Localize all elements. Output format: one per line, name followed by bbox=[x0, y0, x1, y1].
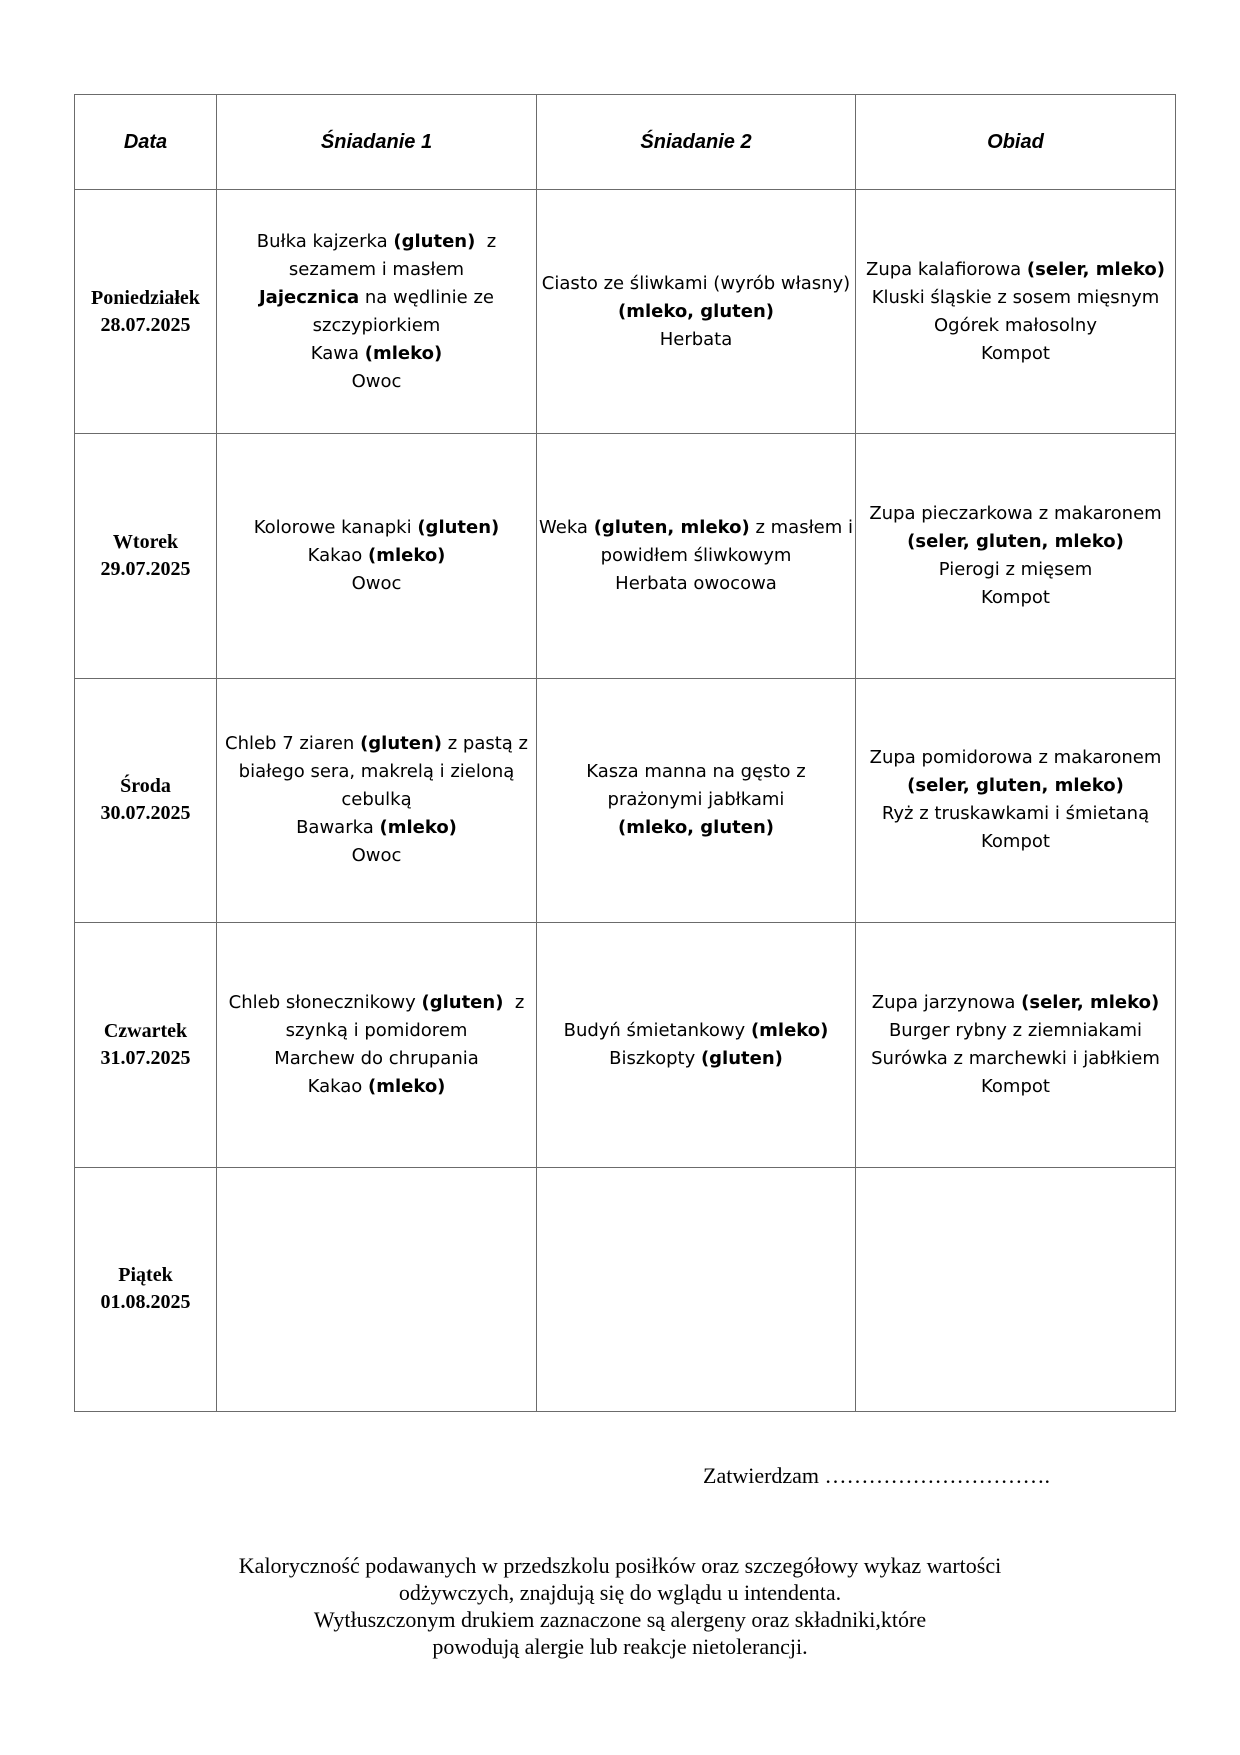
day-date: 31.07.2025 bbox=[100, 1046, 191, 1069]
allergen-text: (seler, mleko) bbox=[1021, 991, 1160, 1013]
allergen-text: (mleko, gluten) bbox=[617, 300, 775, 322]
day-cell bbox=[75, 923, 217, 1167]
meal-text: Chleb 7 ziaren bbox=[225, 733, 361, 755]
day-name: Poniedziałek bbox=[91, 286, 200, 309]
meal-line bbox=[858, 340, 1173, 368]
meal-text: szczypiorkiem bbox=[312, 314, 441, 336]
meal-line bbox=[858, 584, 1173, 612]
menu-row bbox=[75, 678, 1176, 922]
meal-text: Kakao bbox=[307, 1075, 368, 1097]
meal-text: Weka bbox=[539, 517, 594, 539]
breakfast-2-cell bbox=[537, 1167, 856, 1411]
allergen-text: (seler, gluten, mleko) bbox=[907, 775, 1124, 797]
footnote-line: powodują alergie lub reakcje nietolerancji. bbox=[432, 1634, 808, 1659]
day-date: 29.07.2025 bbox=[100, 558, 191, 581]
meal-text: Kakao bbox=[307, 545, 368, 567]
breakfast-2-cell bbox=[537, 923, 856, 1167]
meal-line bbox=[219, 256, 534, 284]
meal-text: Surówka z marchewki i jabłkiem bbox=[871, 1047, 1160, 1069]
allergen-text: (mleko) bbox=[364, 342, 443, 364]
meal-line bbox=[219, 1045, 534, 1073]
header-breakfast-2: Śniadanie 2 bbox=[537, 95, 856, 190]
meal-line bbox=[858, 828, 1173, 856]
meal-text: Owoc bbox=[351, 573, 402, 595]
meal-line bbox=[858, 312, 1173, 340]
meal-line bbox=[539, 298, 853, 326]
meal-line bbox=[219, 1017, 534, 1045]
day-date: 28.07.2025 bbox=[100, 313, 191, 336]
meal-text: Bułka kajzerka bbox=[256, 230, 394, 252]
meal-line bbox=[219, 312, 534, 340]
header-date: Data bbox=[75, 95, 217, 190]
day-date: 30.07.2025 bbox=[100, 802, 191, 825]
menu-table bbox=[74, 94, 1176, 1412]
lunch-cell bbox=[856, 923, 1176, 1167]
day-name: Piątek bbox=[118, 1264, 173, 1287]
meal-line bbox=[539, 570, 853, 598]
meal-line bbox=[539, 514, 853, 542]
allergen-text: (gluten) bbox=[700, 1047, 783, 1069]
meal-text: Zupa jarzynowa bbox=[871, 991, 1022, 1013]
lunch-cell bbox=[856, 678, 1176, 922]
meal-text: Bawarka bbox=[296, 817, 380, 839]
meal-line bbox=[539, 1045, 853, 1073]
breakfast-1-cell bbox=[217, 923, 537, 1167]
meal-text: cebulką bbox=[341, 789, 412, 811]
meal-line bbox=[219, 340, 534, 368]
meal-line bbox=[858, 1073, 1173, 1101]
meal-line bbox=[858, 284, 1173, 312]
allergen-text: (mleko) bbox=[379, 817, 457, 839]
meal-text: Zupa pieczarkowa z makaronem bbox=[869, 503, 1162, 525]
allergen-text: (gluten) bbox=[393, 230, 476, 252]
lunch-cell bbox=[856, 434, 1176, 678]
meal-line bbox=[219, 730, 534, 758]
allergen-text: (mleko, gluten) bbox=[617, 817, 775, 839]
allergen-text: (seler, mleko) bbox=[1026, 258, 1165, 280]
meal-line bbox=[219, 842, 534, 870]
day-cell bbox=[75, 678, 217, 922]
meal-text: szynką i pomidorem bbox=[285, 1019, 468, 1041]
day-name: Wtorek bbox=[112, 531, 179, 554]
breakfast-2-cell bbox=[537, 190, 856, 434]
footnote-line: Wytłuszczonym drukiem zaznaczone są alergeny oraz składniki,które bbox=[313, 1607, 927, 1632]
meal-text: Zupa pomidorowa z makaronem bbox=[869, 747, 1162, 769]
menu-row bbox=[75, 1167, 1176, 1411]
meal-text: Owoc bbox=[351, 370, 402, 392]
meal-text: Herbata bbox=[659, 328, 733, 350]
menu-row bbox=[75, 434, 1176, 678]
allergen-text: (mleko) bbox=[367, 545, 446, 567]
meal-text: białego sera, makrelą i zieloną bbox=[238, 761, 515, 783]
meal-line bbox=[219, 1073, 534, 1101]
meal-line bbox=[539, 542, 853, 570]
meal-line bbox=[219, 368, 534, 396]
allergen-text: (mleko) bbox=[750, 1019, 829, 1041]
menu-row bbox=[75, 923, 1176, 1167]
meal-line bbox=[858, 500, 1173, 528]
meal-line bbox=[858, 556, 1173, 584]
meal-text: z masłem i bbox=[749, 517, 854, 539]
meal-line bbox=[858, 256, 1173, 284]
meal-text: Chleb słonecznikowy bbox=[228, 991, 422, 1013]
day-date: 01.08.2025 bbox=[100, 1291, 191, 1314]
meal-text: Kompot bbox=[981, 831, 1050, 853]
header-row bbox=[75, 95, 1176, 190]
meal-text: Kolorowe kanapki bbox=[253, 517, 418, 539]
allergen-text: (gluten, mleko) bbox=[593, 517, 750, 539]
meal-text: Kompot bbox=[981, 342, 1050, 364]
meal-line bbox=[858, 528, 1173, 556]
meal-text: z pastą z bbox=[442, 733, 528, 755]
meal-line bbox=[219, 570, 534, 598]
meal-text: prażonymi jabłkami bbox=[607, 789, 785, 811]
footnote bbox=[120, 1552, 1120, 1660]
meal-text: Kompot bbox=[981, 1075, 1050, 1097]
meal-line bbox=[858, 744, 1173, 772]
meal-line bbox=[858, 800, 1173, 828]
meal-text: Kawa bbox=[310, 342, 365, 364]
meal-text: sezamem i masłem bbox=[288, 258, 465, 280]
meal-line bbox=[219, 284, 534, 312]
menu-body bbox=[75, 190, 1176, 1412]
allergen-text: (gluten) bbox=[360, 733, 443, 755]
allergen-text: (gluten) bbox=[417, 517, 500, 539]
meal-text: Biszkopty bbox=[609, 1047, 701, 1069]
meal-text: Pierogi z mięsem bbox=[938, 559, 1093, 581]
meal-line bbox=[219, 228, 534, 256]
meal-line bbox=[219, 758, 534, 786]
lunch-cell bbox=[856, 1167, 1176, 1411]
meal-text: na wędlinie ze bbox=[359, 286, 494, 308]
breakfast-1-cell bbox=[217, 1167, 537, 1411]
breakfast-1-cell bbox=[217, 434, 537, 678]
header-breakfast-1: Śniadanie 1 bbox=[217, 95, 537, 190]
breakfast-1-cell bbox=[217, 678, 537, 922]
meal-text: Owoc bbox=[351, 845, 402, 867]
meal-line bbox=[858, 772, 1173, 800]
meal-text: z bbox=[503, 991, 525, 1013]
meal-text: z bbox=[475, 230, 497, 252]
meal-line bbox=[539, 270, 853, 298]
allergen-text: (mleko) bbox=[367, 1075, 446, 1097]
breakfast-2-cell bbox=[537, 678, 856, 922]
header-lunch: Obiad bbox=[856, 95, 1176, 190]
menu-row bbox=[75, 190, 1176, 434]
meal-line bbox=[539, 814, 853, 842]
footnote-line: Kaloryczność podawanych w przedszkolu posiłków oraz szczegółowy wykaz wartości bbox=[238, 1553, 1002, 1578]
meal-line bbox=[858, 1017, 1173, 1045]
meal-text: Zupa kalafiorowa bbox=[865, 258, 1027, 280]
breakfast-2-cell bbox=[537, 434, 856, 678]
meal-line bbox=[858, 1045, 1173, 1073]
meal-text: Ryż z truskawkami i śmietaną bbox=[881, 803, 1150, 825]
day-name: Środa bbox=[120, 775, 171, 798]
meal-line bbox=[539, 786, 853, 814]
meal-text: Kluski śląskie z sosem mięsnym bbox=[871, 286, 1160, 308]
breakfast-1-cell bbox=[217, 190, 537, 434]
footnote-line: odżywczych, znajdują się do wglądu u intendenta. bbox=[398, 1580, 842, 1605]
allergen-text: (gluten) bbox=[421, 991, 504, 1013]
meal-text: Kasza manna na gęsto z bbox=[586, 761, 806, 783]
meal-line bbox=[219, 542, 534, 570]
meal-line bbox=[539, 326, 853, 354]
meal-text: Ciasto ze śliwkami (wyrób własny) bbox=[541, 272, 851, 294]
approval-signature-line: Zatwierdzam …………………………. bbox=[703, 1463, 1051, 1488]
meal-line bbox=[219, 786, 534, 814]
allergen-text: Jajecznica bbox=[258, 286, 360, 308]
lunch-cell bbox=[856, 190, 1176, 434]
meal-line bbox=[219, 814, 534, 842]
day-cell bbox=[75, 1167, 217, 1411]
meal-line bbox=[539, 1017, 853, 1045]
meal-line bbox=[539, 758, 853, 786]
meal-text: powidłem śliwkowym bbox=[600, 545, 792, 567]
meal-line bbox=[219, 989, 534, 1017]
allergen-text: (seler, gluten, mleko) bbox=[907, 531, 1124, 553]
meal-text: Marchew do chrupania bbox=[274, 1047, 479, 1069]
meal-text: Burger rybny z ziemniakami bbox=[888, 1019, 1143, 1041]
meal-line bbox=[858, 989, 1173, 1017]
meal-text: Budyń śmietankowy bbox=[563, 1019, 751, 1041]
meal-text: Kompot bbox=[981, 587, 1050, 609]
day-cell bbox=[75, 434, 217, 678]
meal-line bbox=[219, 514, 534, 542]
day-name: Czwartek bbox=[103, 1019, 188, 1042]
meal-text: Herbata owocowa bbox=[615, 573, 777, 595]
meal-text: Ogórek małosolny bbox=[934, 314, 1097, 336]
day-cell bbox=[75, 190, 217, 434]
